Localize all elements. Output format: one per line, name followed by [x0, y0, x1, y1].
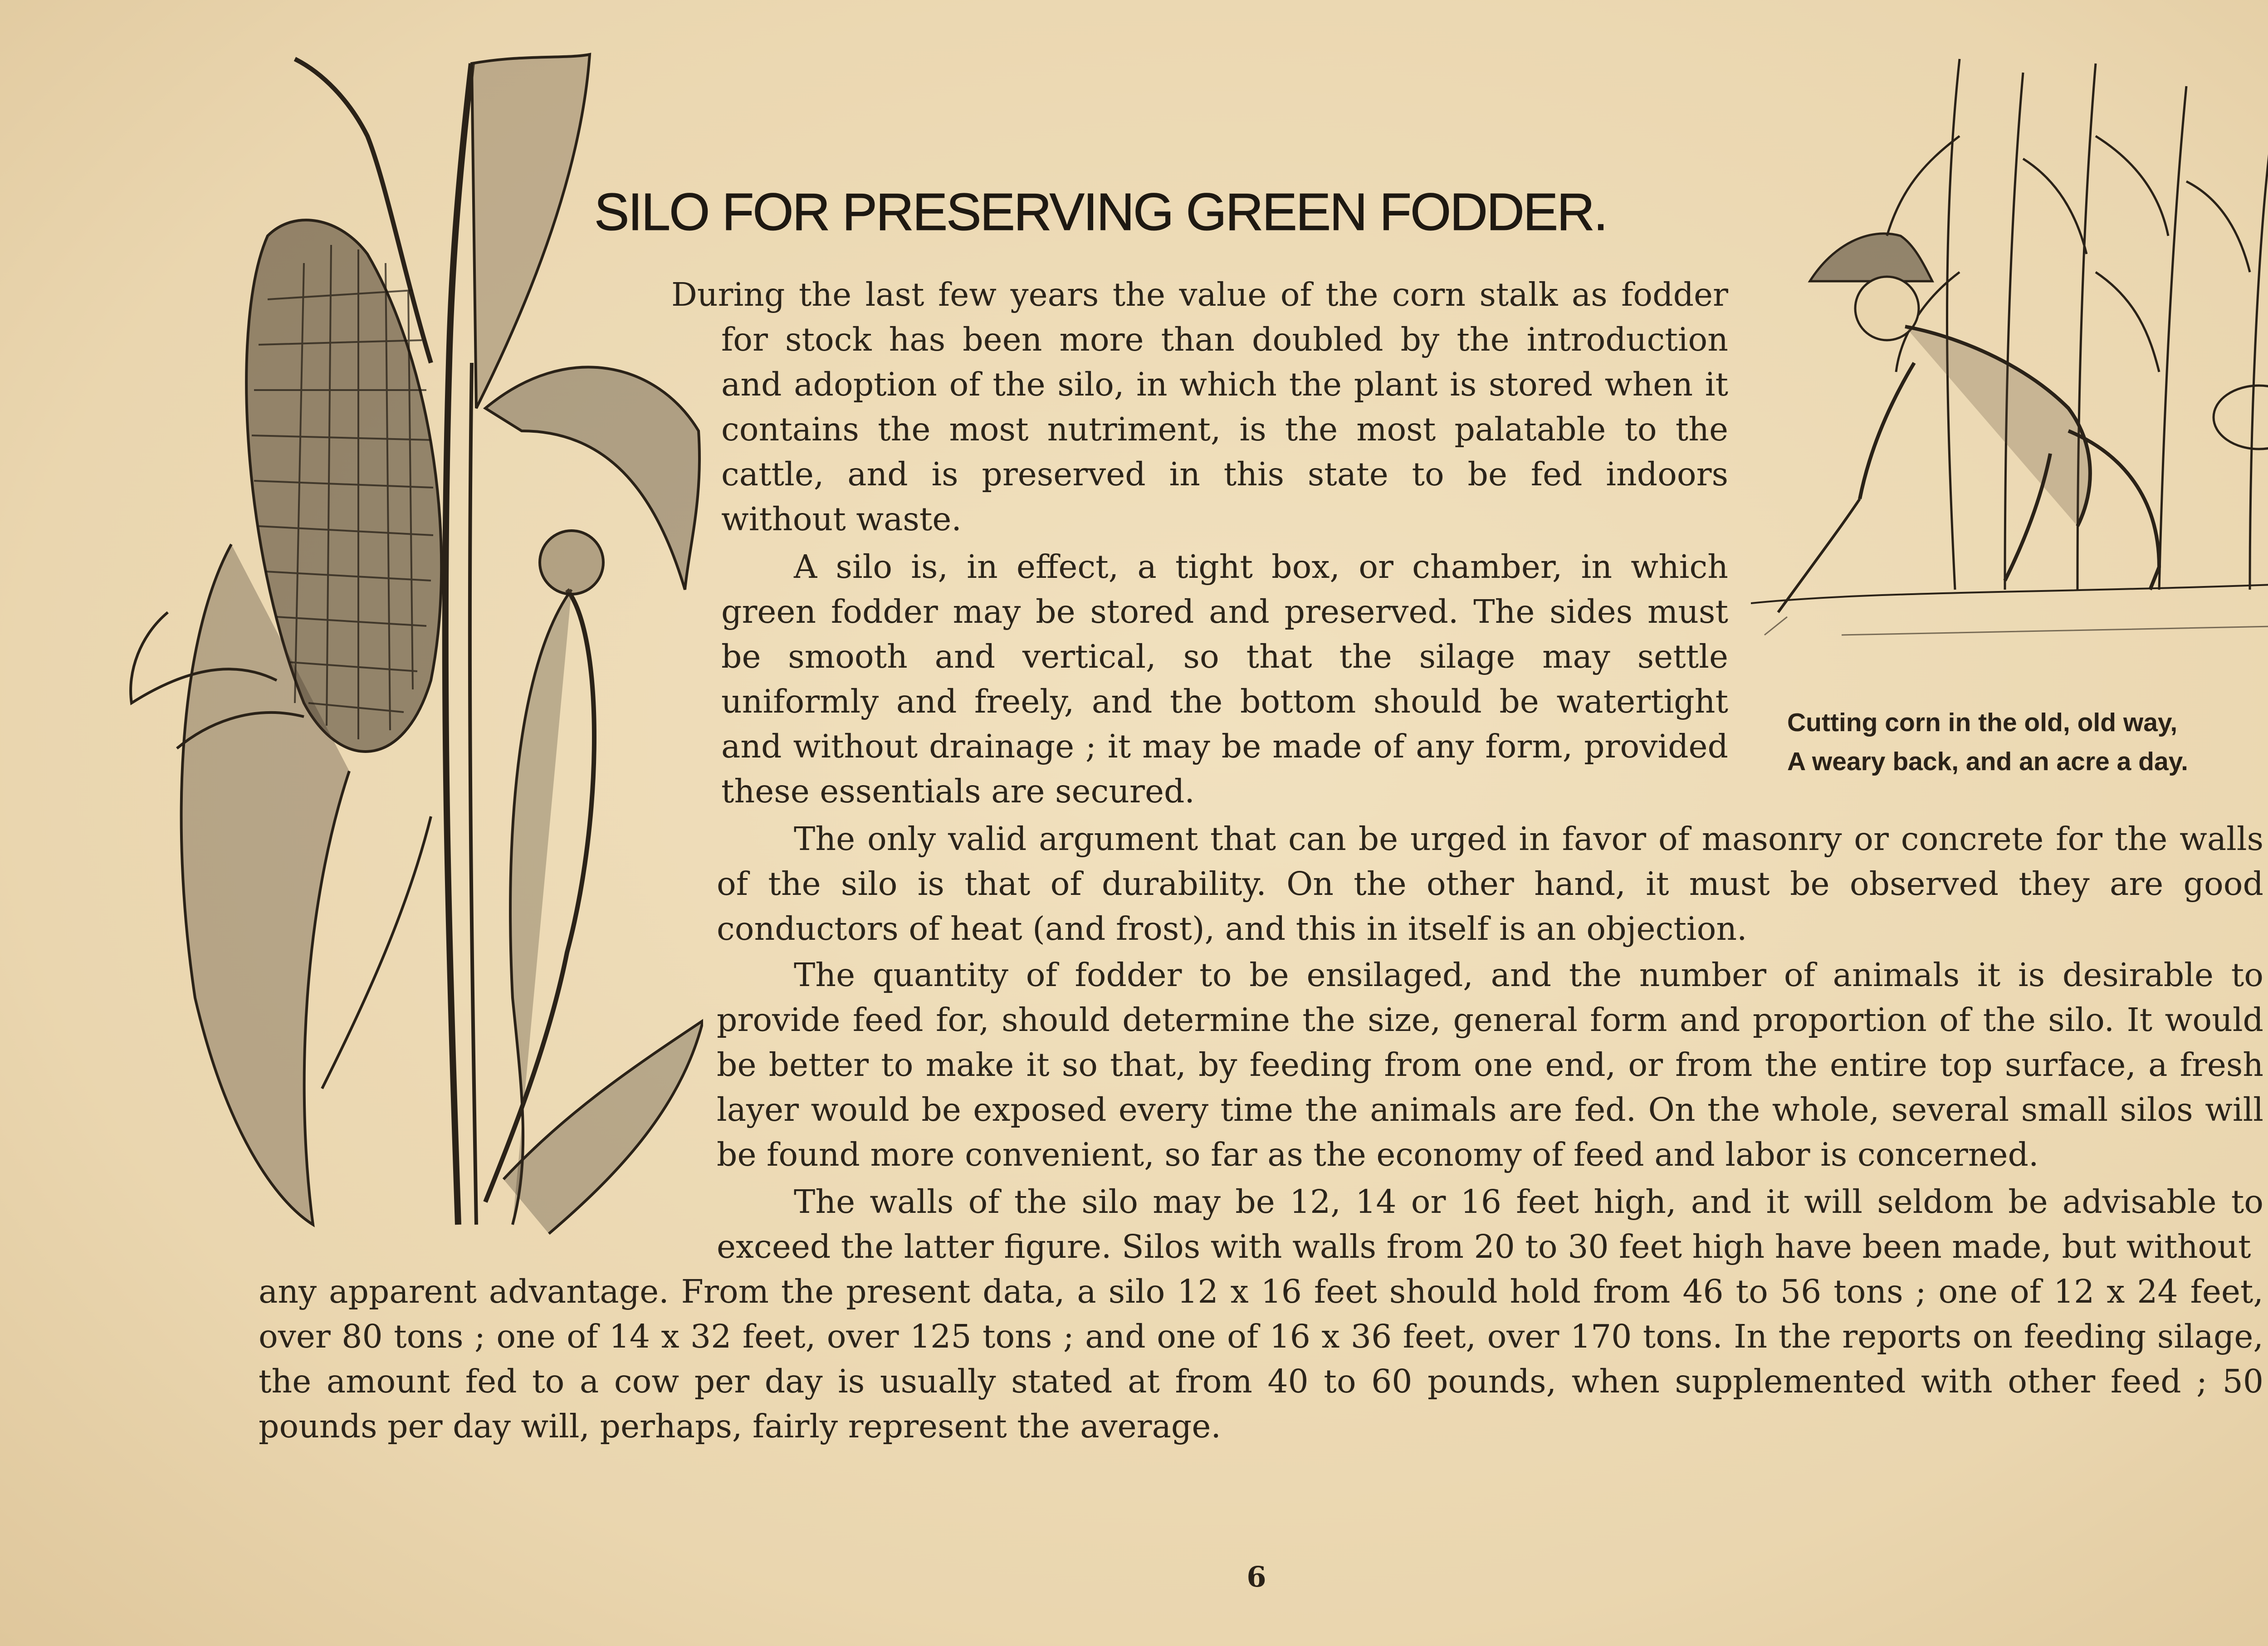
caption-line-1: Cutting corn in the old, old way,: [1787, 708, 2178, 737]
paragraph-5: [259, 1179, 2263, 1449]
paragraph-4: The quantity of fodder to be ensilaged, and the number of animals it is desirable to provide feed for, should determine the size, general form and proportion of the silo. It would be better to make it so that, by feeding from one end, or from the entire top surface, a fresh layer would be exposed every time the animals are fed. On the whole, several small silos will be found more convenient, so far as the economy of feed and labor is concerned.: [717, 956, 2263, 1173]
paragraph-1: During the last few years the value of the corn stalk as fodder for stock has been more than doubled by the introduction and adoption of the silo, in which the plant is stored when it contains the most nutriment, is the most palatable to the cattle, and is preserved in this state to be fed indoors without waste.: [671, 276, 1728, 538]
paragraph-2: A silo is, in effect, a tight box, or chamber, in which green fodder may be stored and preserved. The sides must be smooth and vertical, so that the silage may settle uniformly and freely, and the bottom should be watertight and without drainage ; it may be made of any form, provided these essentials are secured.: [721, 548, 1728, 810]
farmer-cutting-corn-icon: [1751, 45, 2268, 694]
illustration-caption: [1787, 703, 2268, 781]
paragraph-5-lead: The walls of the silo may be 12, 14 or 16 feet high, and it will seldom be advisable to exceed the latter figure. Silos with walls from 20 to 30 feet high have been made, but without: [717, 1183, 2263, 1265]
paragraph-3: The only valid argument that can be urged in favor of masonry or concrete for the walls of the silo is that of durability. On the other hand, it must be observed they are good conductors of heat (and frost), and this in itself is an objection.: [717, 820, 2263, 948]
paragraph-5-rest: any apparent advantage. From the present data, a silo 12 x 16 feet should hold from 46 to 56 tons ; one of 12 x 24 feet, over 80 tons ; one of 14 x 32 feet, over 125 tons ; and one of 16 x 36 feet, over 170 tons. In the reports on feeding silage, the amount fed to a cow per day is usually stated at from 40 to 60 pounds, when supplemented with other feed ; 50 pounds per day will, perhaps, fairly represent the average.: [259, 1273, 2263, 1445]
page-title: SILO FOR PRESERVING GREEN FODDER.: [594, 182, 1607, 241]
caption-line-2: A weary back, and an acre a day.: [1787, 747, 2188, 776]
page-number: 6: [1246, 1560, 1266, 1593]
